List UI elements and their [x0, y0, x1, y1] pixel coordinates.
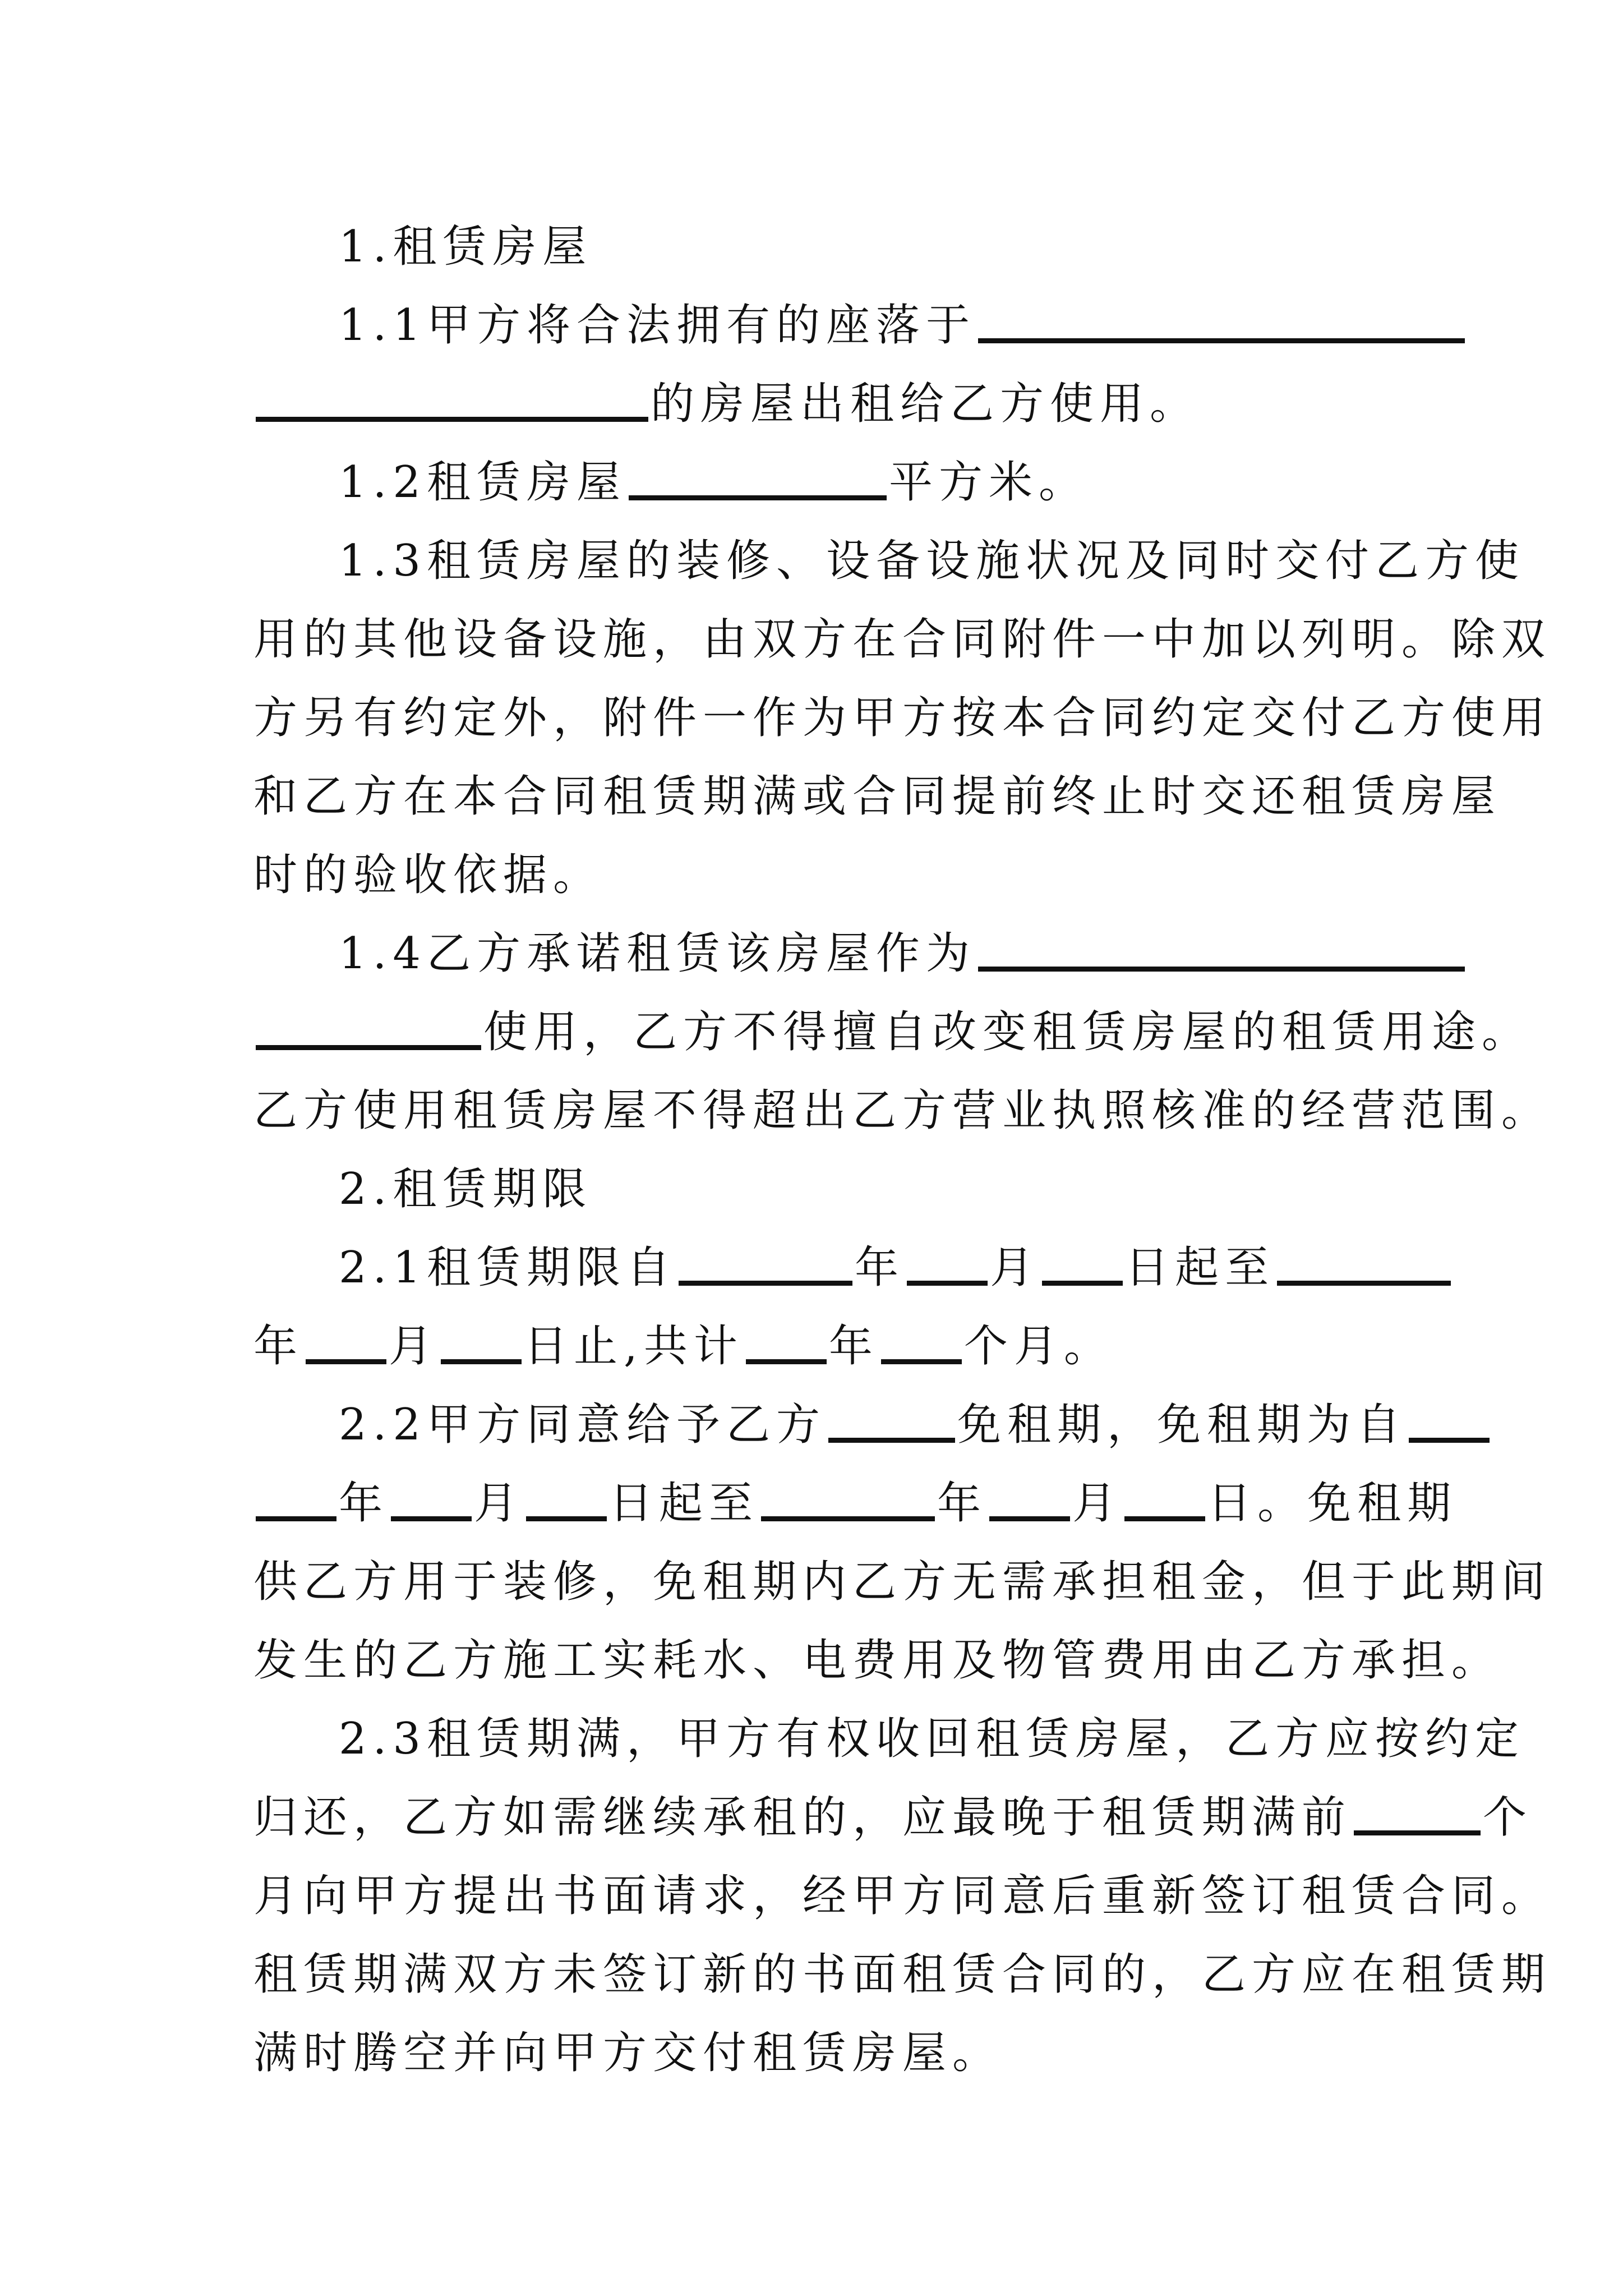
- area-blank[interactable]: [629, 495, 887, 500]
- clause-2-1-line-2: 年 月 日止,共计 年 个月。: [253, 1321, 1114, 1372]
- clause-1-3-line-4: 和乙方在本合同租赁期满或合同提前终止时交还租赁房屋: [253, 771, 1502, 822]
- free-start-year-blank-continued[interactable]: [256, 1516, 336, 1521]
- free-start-month-blank[interactable]: [391, 1516, 472, 1521]
- usage-blank-continued[interactable]: [256, 1045, 481, 1050]
- clause-1-3-line-3: 方另有约定外，附件一作为甲方按本合同约定交付乙方使用: [253, 693, 1552, 743]
- clause-1-3-line-5: 时的验收依据。: [253, 850, 603, 900]
- end-day-blank[interactable]: [441, 1359, 522, 1364]
- clause-2-3-line-2: 归还，乙方如需继续承租的，应最晚于租赁期满前 个: [253, 1792, 1533, 1843]
- clause-1-1-line-1: 1.1甲方将合法拥有的座落于: [253, 286, 1398, 365]
- start-month-blank[interactable]: [907, 1281, 988, 1286]
- total-years-blank[interactable]: [746, 1359, 827, 1364]
- start-day-blank[interactable]: [1042, 1281, 1123, 1286]
- usage-blank[interactable]: [978, 967, 1465, 972]
- clause-2-2-line-3: 供乙方用于装修，免租期内乙方无需承担租金，但于此期间: [253, 1557, 1552, 1607]
- free-start-year-blank[interactable]: [1409, 1438, 1490, 1443]
- clause-1-4-line-3: 乙方使用租赁房屋不得超出乙方营业执照核准的经营范围。: [253, 1085, 1552, 1136]
- free-end-year-blank[interactable]: [761, 1516, 935, 1521]
- start-year-blank[interactable]: [679, 1281, 852, 1286]
- section-2-title: 2.租赁期限: [339, 1164, 593, 1214]
- location-blank-continued[interactable]: [256, 417, 648, 422]
- clause-2-3-line-5: 满时腾空并向甲方交付租赁房屋。: [253, 2028, 1003, 2078]
- end-year-blank[interactable]: [1277, 1281, 1451, 1286]
- total-months-blank[interactable]: [881, 1359, 962, 1364]
- clause-1-2: 1.2租赁房屋 平方米。: [339, 457, 1089, 508]
- free-end-month-blank[interactable]: [989, 1516, 1070, 1521]
- clause-1-4-line-1: 1.4乙方承诺租赁该房屋作为: [253, 914, 1398, 993]
- free-end-day-blank[interactable]: [1124, 1516, 1205, 1521]
- clause-2-3-line-3: 月向甲方提出书面请求，经甲方同意后重新签订租赁合同。: [253, 1871, 1552, 1921]
- clause-2-1-line-1: 2.1租赁期限自 年 月 日起至: [253, 1228, 1398, 1307]
- clause-2-3-line-4: 租赁期满双方未签订新的书面租赁合同的，乙方应在租赁期: [253, 1949, 1552, 2000]
- clause-1-3-line-2: 用的其他设备设施，由双方在合同附件一中加以列明。除双: [253, 614, 1552, 665]
- location-blank[interactable]: [978, 338, 1465, 343]
- clause-1-4-line-2: 使用，乙方不得擅自改变租赁房屋的租赁用途。: [253, 993, 1398, 1071]
- section-1-title: 1.租赁房屋: [339, 222, 593, 272]
- renewal-notice-months-blank[interactable]: [1354, 1830, 1481, 1835]
- document-page: [253, 0, 1552, 2296]
- clause-2-3-line-1: 2.3租赁期满，甲方有权收回租赁房屋，乙方应按约定: [339, 1714, 1525, 1764]
- end-month-blank[interactable]: [306, 1359, 386, 1364]
- clause-1-1-line-2: 的房屋出租给乙方使用。: [253, 365, 1398, 443]
- clause-2-2-line-4: 发生的乙方施工实耗水、电费用及物管费用由乙方承担。: [253, 1635, 1502, 1686]
- clause-2-2-line-2: 年 月 日起至 年 月 日。免租期: [253, 1464, 1398, 1543]
- clause-2-2-line-1: 2.2甲方同意给予乙方 免租期，免租期为自: [253, 1386, 1398, 1464]
- rent-free-period-blank[interactable]: [828, 1438, 955, 1443]
- clause-1-3-line-1: 1.3租赁房屋的装修、设备设施状况及同时交付乙方使: [339, 536, 1525, 586]
- free-start-day-blank[interactable]: [526, 1516, 607, 1521]
